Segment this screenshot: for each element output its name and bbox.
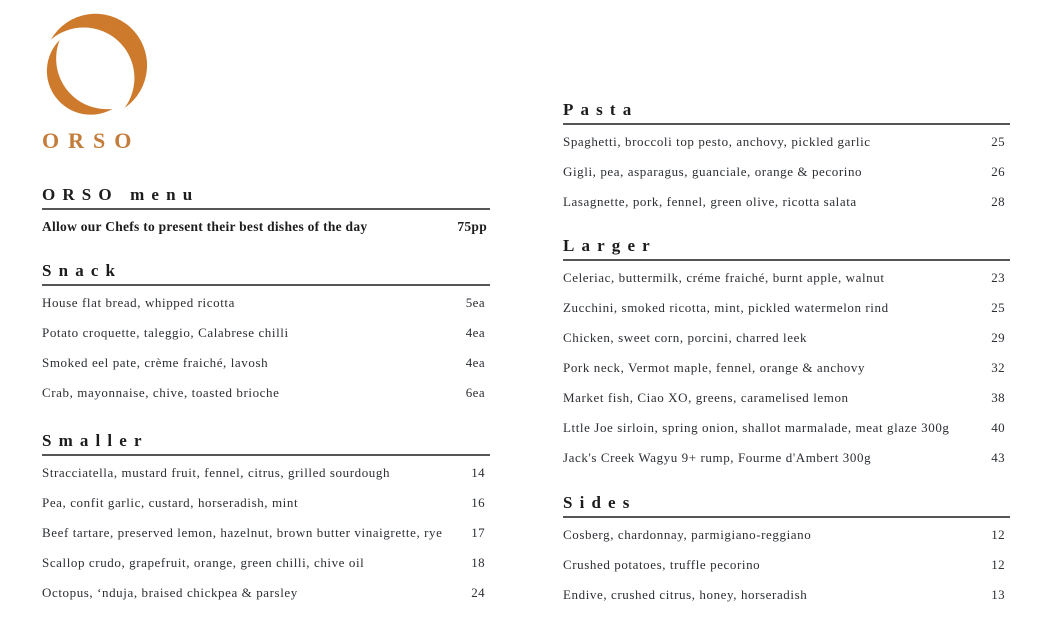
item-price: 23 <box>991 270 1005 285</box>
section-title: Larger <box>563 236 1010 261</box>
left-column <box>42 0 490 608</box>
menu-item <box>563 353 1010 383</box>
item-price: 6ea <box>465 385 485 400</box>
item-price: 29 <box>991 330 1005 345</box>
section-items <box>563 263 1010 473</box>
item-price: 12 <box>991 527 1005 542</box>
item-price: 26 <box>991 164 1005 179</box>
item-name: Chicken, sweet corn, porcini, charred leek <box>563 330 808 345</box>
item-price: 43 <box>991 450 1005 465</box>
menu-title: ORSO menu <box>42 185 490 210</box>
item-name: Potato croquette, taleggio, Calabrese chilli <box>42 325 289 340</box>
item-name: Stracciatella, mustard fruit, fennel, citrus, grilled sourdough <box>42 465 391 480</box>
chef-note-row <box>42 219 490 235</box>
chef-note-price: 75pp <box>457 219 487 234</box>
item-name: Market fish, Ciao XO, greens, caramelised lemon <box>563 390 849 405</box>
item-name: Crab, mayonnaise, chive, toasted brioche <box>42 385 280 400</box>
item-price: 5ea <box>465 295 485 310</box>
section-pasta <box>563 100 1010 217</box>
section-larger <box>563 236 1010 473</box>
menu-item <box>563 187 1010 217</box>
item-name: Cosberg, chardonnay, parmigiano-reggiano <box>563 527 812 542</box>
item-price: 14 <box>471 465 485 480</box>
item-price: 32 <box>991 360 1005 375</box>
section-title: Snack <box>42 261 490 286</box>
menu-item <box>42 288 490 318</box>
item-name: Beef tartare, preserved lemon, hazelnut, brown butter vinaigrette, rye <box>42 525 443 540</box>
menu-item <box>563 323 1010 353</box>
section-orso-menu <box>42 185 490 235</box>
item-price: 40 <box>991 420 1005 435</box>
item-name: Scallop crudo, grapefruit, orange, green chilli, chive oil <box>42 555 365 570</box>
menu-item <box>563 157 1010 187</box>
item-name: Crushed potatoes, truffle pecorino <box>563 557 761 572</box>
section-snack <box>42 261 490 408</box>
item-price: 25 <box>991 134 1005 149</box>
right-sections <box>563 100 1010 610</box>
right-column <box>563 0 1010 610</box>
menu-item <box>42 578 490 608</box>
item-name: Pea, confit garlic, custard, horseradish, mint <box>42 495 299 510</box>
item-name: Smoked eel pate, crème fraiché, lavosh <box>42 355 269 370</box>
item-price: 38 <box>991 390 1005 405</box>
item-price: 18 <box>471 555 485 570</box>
chef-note-text: Allow our Chefs to present their best dishes of the day <box>42 219 368 234</box>
menu-item <box>563 383 1010 413</box>
item-name: Celeriac, buttermilk, créme fraiché, burnt apple, walnut <box>563 270 885 285</box>
section-title: Pasta <box>563 100 1010 125</box>
item-name: Lasagnette, pork, fennel, green olive, ricotta salata <box>563 194 857 209</box>
section-title: Smaller <box>42 431 490 456</box>
item-name: House flat bread, whipped ricotta <box>42 295 235 310</box>
brand-wordmark: ORSO <box>42 128 141 153</box>
item-price: 24 <box>471 585 485 600</box>
section-title: Sides <box>563 493 1010 518</box>
menu-item <box>42 488 490 518</box>
section-items <box>563 127 1010 217</box>
item-name: Gigli, pea, asparagus, guanciale, orange & pecorino <box>563 164 863 179</box>
menu-item <box>42 348 490 378</box>
menu-item <box>42 458 490 488</box>
section-items <box>42 458 490 608</box>
section-sides <box>563 493 1010 610</box>
item-name: Endive, crushed citrus, honey, horseradish <box>563 587 808 602</box>
menu-item <box>42 318 490 348</box>
item-name: Zucchini, smoked ricotta, mint, pickled watermelon rind <box>563 300 889 315</box>
menu-item <box>42 548 490 578</box>
item-name: Lttle Joe sirloin, spring onion, shallot marmalade, meat glaze 300g <box>563 420 950 435</box>
item-price: 4ea <box>465 355 485 370</box>
menu-item <box>563 443 1010 473</box>
menu-item <box>563 580 1010 610</box>
menu-item <box>563 520 1010 550</box>
item-name: Spaghetti, broccoli top pesto, anchovy, pickled garlic <box>563 134 871 149</box>
section-items <box>563 520 1010 610</box>
left-sections <box>42 261 490 608</box>
menu-item <box>563 293 1010 323</box>
menu-item <box>563 550 1010 580</box>
menu-item <box>563 127 1010 157</box>
section-smaller <box>42 431 490 608</box>
item-name: Octopus, ‘nduja, braised chickpea & parsley <box>42 585 298 600</box>
menu-item <box>42 378 490 408</box>
item-price: 25 <box>991 300 1005 315</box>
item-price: 4ea <box>465 325 485 340</box>
item-price: 17 <box>471 525 485 540</box>
menu-item <box>42 518 490 548</box>
menu-item <box>563 413 1010 443</box>
menu-item <box>563 263 1010 293</box>
item-price: 28 <box>991 194 1005 209</box>
section-items <box>42 288 490 408</box>
item-price: 12 <box>991 557 1005 572</box>
item-price: 13 <box>991 587 1005 602</box>
item-name: Jack's Creek Wagyu 9+ rump, Fourme d'Ambert 300g <box>563 450 872 465</box>
item-price: 16 <box>471 495 485 510</box>
orso-logo-icon <box>42 12 149 122</box>
item-name: Pork neck, Vermot maple, fennel, orange & anchovy <box>563 360 866 375</box>
